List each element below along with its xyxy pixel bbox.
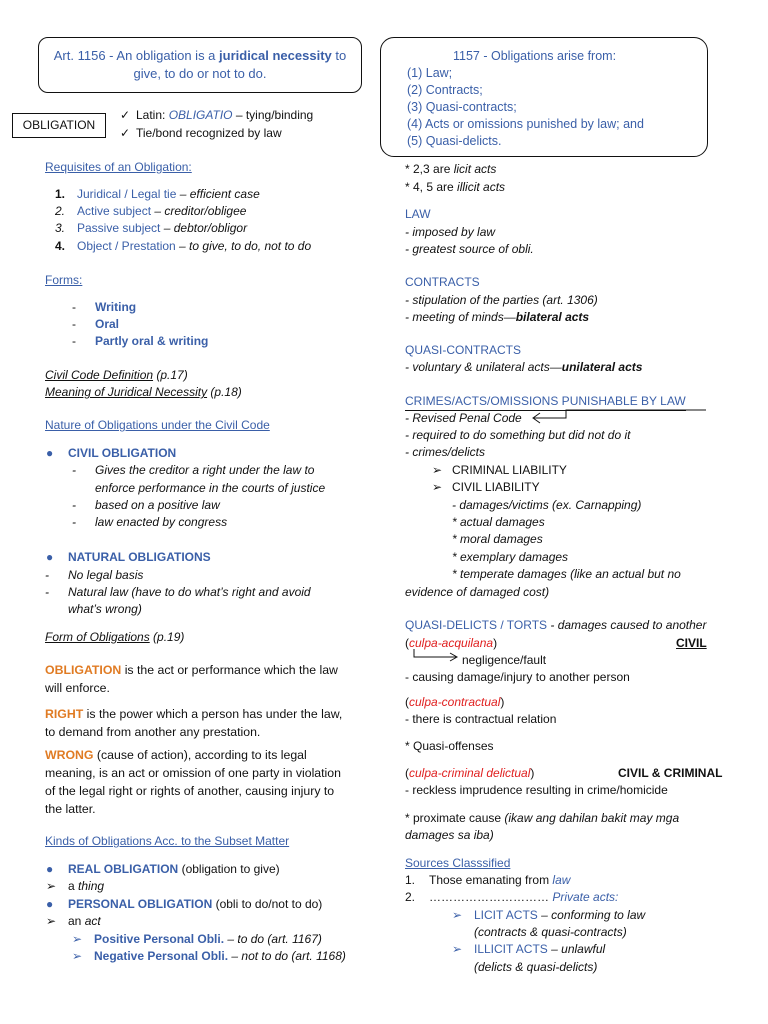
sources-heading: Sources Classsified [405,856,511,870]
natural-obligation: ● NATURAL OBLIGATIONS [46,550,211,564]
def-text: to demand from another any prestation. [45,725,261,739]
form-writing: - Writing [72,300,137,314]
illicit-label: ILLICIT ACTS [474,942,548,956]
wrong-word: WRONG [45,748,94,762]
a-text: a [68,879,79,893]
prox-text: * proximate cause [405,811,505,825]
quasi-text: - voluntary & unilateral acts— [405,360,562,374]
paren: ) [493,636,498,650]
note-italic: illicit acts [457,180,506,194]
form-label: Partly oral & writing [95,334,209,348]
def-text: will enforce. [45,681,110,695]
obligation-definition [45,661,365,697]
juridical-page: (p.18) [207,385,242,399]
civil-label: CIVIL OBLIGATION [68,446,177,460]
damages-item: * exemplary damages [452,550,569,564]
requisite-3 [55,220,247,237]
prox-italic: (ikaw ang dahilan bakit may mga [504,811,680,825]
req-num: 4. [55,239,66,253]
negative-desc: – not to do (art. 1168) [228,949,346,963]
art-1156-end: to give, to do or not to do. [133,48,347,81]
culpa-criminal-text: culpa-criminal delictual [409,766,531,780]
kinds-heading: Kinds of Obligations Acc. to the Subset Matter [45,834,290,848]
def-text: of the legal right or rights of another, causing injury to [45,784,335,798]
form-of-obligations [45,629,184,646]
def-text: (cause of action), according to its legal [93,748,307,762]
latin-meaning: – tying/binding [232,108,314,122]
natural-item-text: No legal basis [68,568,144,582]
quasi-item [405,359,642,376]
art-1157-item: (1) Law; [407,66,453,80]
damages-item-cont: evidence of damaged cost) [405,585,550,599]
law-item: - imposed by law [405,225,496,239]
a-thing [46,878,104,895]
juridical-meaning [45,384,242,401]
form-obl-link: Form of Obligations [45,630,150,644]
tie-line [120,125,282,142]
qd-heading: QUASI-DELICTS / TORTS [405,618,548,632]
civil-def-link: Civil Code Definition [45,368,154,382]
real-label: REAL OBLIGATION [68,862,179,876]
forms-heading: Forms: [45,273,83,287]
civil-text: CIVIL LIABILITY [452,480,540,494]
form-partly: - Partly oral & writing [72,334,209,348]
civil-code-def [45,367,188,384]
natural-item: - Natural law (have to do what’s right and avoid [45,585,311,599]
requisite-2 [55,203,246,220]
req-term: Active subject [77,204,152,218]
quasi-offenses: * Quasi-offenses [405,739,494,753]
contracts-item: - stipulation of the parties (art. 1306) [405,293,598,307]
thing-text: thing [78,879,105,893]
art-1157-box [380,37,708,157]
an-act [46,913,101,930]
arrow-icon: ➢ [432,463,443,477]
req-term: Passive subject [77,221,161,235]
form-label: Writing [95,300,137,314]
civil-item-text: Gives the creditor a right under the law to [95,463,315,477]
private-acts: Private acts: [552,890,619,904]
civil-item-text: law enacted by congress [95,515,228,529]
damages-item: * moral damages [452,532,543,546]
licit-examples: (contracts & quasi-contracts) [474,925,627,939]
civil-criminal-tag: CIVIL & CRIMINAL [618,766,723,780]
arrow-icon: ➢ [46,914,57,928]
law-item: - greatest source of obli. [405,242,534,256]
def-text: is the power which a person has under the law, [83,707,343,721]
latin-a: Latin: [136,108,169,122]
req-num: 3. [55,221,66,235]
positive-label: Positive Personal Obli. [94,932,225,946]
obligation-word: OBLIGATION [45,663,122,677]
latin-word: OBLIGATIO [168,108,233,122]
illicit-desc: – unlawful [547,942,606,956]
law-text: law [552,873,571,887]
culpa-contractual-text: culpa-contractual [409,695,501,709]
art-1157-item: (4) Acts or omissions punished by law; and [407,117,644,131]
licit-label: LICIT ACTS [474,908,538,922]
civil-item-text: based on a positive law [95,498,220,512]
art-1156-text: - An obligation is a [105,48,220,63]
proximate-cause [405,810,679,827]
negligence: negligence/fault [462,653,547,667]
elbow-arrow-icon [412,649,462,665]
requisite-4 [55,238,311,255]
damages-item: - damages/victims (ex. Carnapping) [452,498,642,512]
licit-desc: – conforming to law [537,908,646,922]
civil-tag: CIVIL [676,636,707,650]
art-1156-box [38,37,362,93]
form-oral: - Oral [72,317,120,331]
quasi-delicts-line [405,617,706,634]
civil-liability [432,479,540,496]
crimes-item: - required to do something but did not do it [405,428,631,442]
crimes-heading: CRIMES/ACTS/OMISSIONS PUNISHABLE BY LAW [405,393,686,411]
contracts-text: - meeting of minds— [405,310,516,324]
arrow-icon: ➢ [46,879,57,893]
art-1157-item: (3) Quasi-contracts; [407,100,517,114]
unilateral-text: unilateral acts [561,360,643,374]
licit-note [405,161,496,178]
check-icon [120,108,136,122]
arrow-icon: ➢ [452,908,463,922]
arrow-icon: ➢ [432,480,443,494]
wrong-definition [45,746,375,818]
def-text: meaning, is an act or omission of one party in violation [45,766,341,780]
bracket-arrow-icon [528,408,708,424]
req-desc: – debtor/obligor [160,221,248,235]
negative-label: Negative Personal Obli. [94,949,229,963]
requisite-1 [55,186,260,203]
negative-personal [72,948,346,965]
check-icon [120,126,136,140]
contracts-heading: CONTRACTS [405,275,480,289]
req-term: Juridical / Legal tie [77,187,177,201]
def-text: the latter. [45,802,96,816]
natural-item: - No legal basis [45,568,144,582]
obligation-label-box: OBLIGATION [12,113,106,138]
positive-personal [72,931,322,948]
art-1156-num: Art. 1156 [53,48,106,63]
qd-desc: - damages caused to another [547,618,707,632]
req-num: 2. [55,204,66,218]
an-text: an [68,914,85,928]
req-desc: – efficient case [176,187,260,201]
licit-acts [452,907,645,924]
source-2 [405,889,618,906]
causing-damage: - causing damage/injury to another person [405,670,630,684]
requisites-heading: Requisites of an Obligation: [45,160,192,174]
illicit-examples: (delicts & quasi-delicts) [474,960,598,974]
civil-item-cont: enforce performance in the courts of justice [95,481,326,495]
juridical-link: Meaning of Juridical Necessity [45,385,208,399]
num: 1. [405,873,416,887]
nature-heading: Nature of Obligations under the Civil Code [45,418,270,432]
form-obl-page: (p.19) [149,630,185,644]
req-num: 1. [55,187,66,201]
culpa-acquilana-text: culpa-acquilana [409,636,494,650]
natural-label: NATURAL OBLIGATIONS [68,550,211,564]
personal-obligation: ● PERSONAL OBLIGATION (obli to do/not to do) [46,897,323,911]
natural-item-text: Natural law (have to do what’s right and avoid [68,585,311,599]
form-label: Oral [95,317,120,331]
req-desc: – creditor/obligee [151,204,247,218]
arrow-icon: ➢ [72,949,83,963]
req-term: Object / Prestation [77,239,176,253]
damages-item: * actual damages [452,515,545,529]
contractual-relation: - there is contractual relation [405,712,557,726]
illicit-note [405,179,505,196]
damages-item: * temperate damages (like an actual but no [452,567,681,581]
civil-item: - law enacted by congress [72,515,228,529]
paren: ( [405,636,409,650]
dots: ………………………… [429,890,553,904]
tie-text: Tie/bond recognized by law [136,126,282,140]
real-desc: (obligation to give) [178,862,280,876]
source-1 [405,872,570,889]
personal-desc: (obli to do/not to do) [212,897,323,911]
note-text: * 2,3 are [405,162,454,176]
crimes-item: - Revised Penal Code [405,411,522,425]
num: 2. [405,890,416,904]
bilateral-text: bilateral acts [515,310,590,324]
arrow-icon: ➢ [72,932,83,946]
right-definition [45,705,365,741]
natural-item-cont: what’s wrong) [68,602,142,616]
latin-line [120,107,313,124]
act-text: act [84,914,101,928]
civil-def-page: (p.17) [153,368,188,382]
personal-label: PERSONAL OBLIGATION [68,897,213,911]
note-text: * 4, 5 are [405,180,458,194]
note-italic: licit acts [453,162,497,176]
source-text: Those emanating from [429,873,553,887]
def-text: is the act or performance which the law [121,663,338,677]
quasi-contracts-heading: QUASI-CONTRACTS [405,343,522,357]
positive-desc: – to do (art. 1167) [224,932,322,946]
law-heading: LAW [405,207,431,221]
crimes-item: - crimes/delicts [405,445,486,459]
civil-obligation: ● CIVIL OBLIGATION [46,446,177,460]
civil-item: - Gives the creditor a right under the law to [72,463,315,477]
illicit-acts [452,941,605,958]
art-1157-item: (2) Contracts; [407,83,483,97]
arrow-icon: ➢ [452,942,463,956]
civil-item: - based on a positive law [72,498,220,512]
criminal-text: CRIMINAL LIABILITY [452,463,567,477]
art-1156-bold: juridical necessity [219,48,332,63]
art-1157-title: 1157 - Obligations arise from: [453,49,617,63]
reckless-imprudence: - reckless imprudence resulting in crime/homicide [405,783,668,797]
criminal-liability [432,462,567,479]
contracts-item [405,309,589,326]
culpa-contractual: (culpa-contractual) [405,695,505,709]
art-1157-item: (5) Quasi-delicts. [407,134,502,148]
req-desc: – to give, to do, not to do [175,239,312,253]
real-obligation: ● REAL OBLIGATION (obligation to give) [46,862,280,876]
right-word: RIGHT [45,707,84,721]
proximate-cause-cont: damages sa iba) [405,828,494,842]
culpa-criminal: (culpa-criminal delictual) [405,766,535,780]
